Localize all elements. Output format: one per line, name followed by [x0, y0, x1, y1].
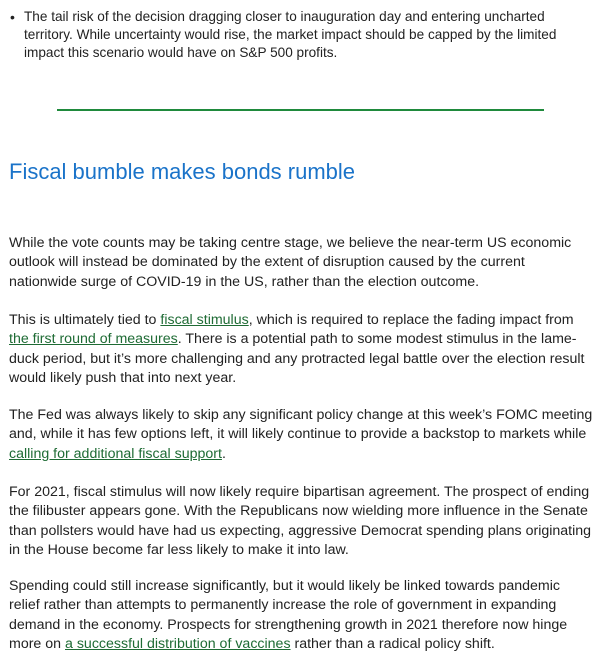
paragraph-bipartisan-agreement [9, 483, 593, 561]
paragraph-text: While the vote counts may be taking centre stage, we believe the near-term US economic outlook will instead be dominated by the extent of disruption caused by the current nationwide surge of COVID-19 in the US, rather than the election outcome. [9, 235, 572, 290]
additional-fiscal-support-link[interactable]: calling for additional fiscal support [9, 445, 222, 462]
paragraph-text: This is ultimately tied to [9, 312, 161, 328]
bullet-text: The tail risk of the decision dragging closer to inauguration day and entering uncharted territory. While uncertainty would rise, the market impact should be capped by the limited impact this scenario would have on S&P 500 profits. [24, 9, 557, 60]
paragraph-election-outlook [9, 234, 593, 292]
paragraph-text: , which is required to replace the fading impact from [248, 312, 574, 328]
paragraph-text: For 2021, fiscal stimulus will now likely require bipartisan agreement. The prospect of ending the filibuster appears gone. With the Republicans now wielding more influence in the Senate than pollsters would have had us expecting, aggressive Democrat spending plans originating in the House become far less likely to make it into law. [9, 484, 592, 559]
paragraph-text: The Fed was always likely to skip any significant policy change at this week’s FOMC meeting and, while it has few options left, it will likely continue to provide a backstop to markets while [9, 407, 593, 443]
vaccine-distribution-link[interactable]: a successful distribution of vaccines [65, 636, 291, 653]
paragraph-fed-policy [9, 406, 593, 464]
section-divider [57, 109, 544, 111]
paragraph-spending-outlook [9, 577, 593, 655]
first-round-of-measures-link[interactable]: the first round of measures [9, 331, 178, 348]
bullet-marker: • [10, 9, 15, 25]
paragraph-text: . [221, 445, 226, 462]
fiscal-stimulus-link[interactable]: fiscal stimulus [160, 312, 249, 328]
paragraph-text: . There is a potential path to some modest stimulus in the lame-duck period, but it’s more challenging and any protracted legal battle over the election result would likely push that into next year. [9, 331, 585, 387]
paragraph-text: Spending could still increase significantly, but it would likely be linked towards pandemic relief rather than attempts to permanently increase the role of government in expanding demand in the economy. Prospects for strengthening growth in 2021 therefore now hinge more on [9, 578, 568, 653]
paragraph-text: rather than a radical policy shift. [290, 636, 495, 653]
bullet-list-item [8, 8, 592, 62]
section-heading: Fiscal bumble makes bonds rumble [9, 159, 356, 184]
paragraph-fiscal-stimulus [9, 311, 593, 389]
